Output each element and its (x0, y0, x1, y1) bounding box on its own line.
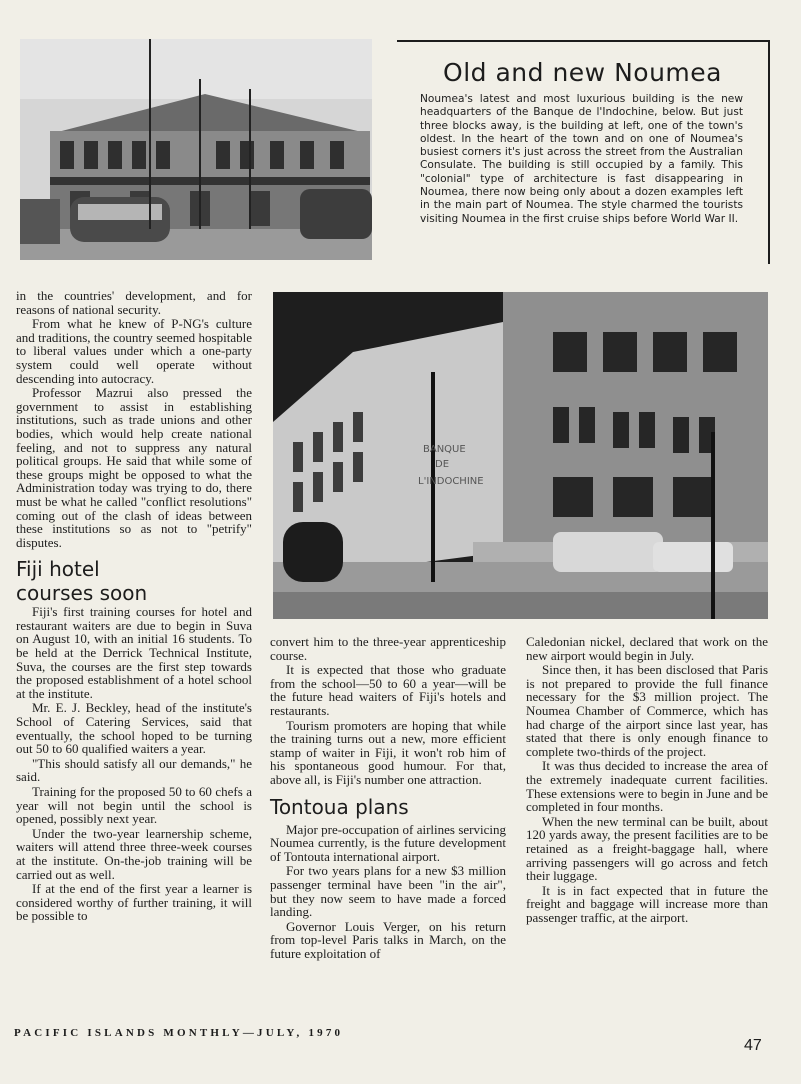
middle-p3: Tourism promoters are hoping that while the training turns out a new, more efficient stamp of waiter in Fiji, it won't rob him of his spontaneous good humour. For that, above all, is Fiji's number one attraction. (270, 717, 506, 787)
caption-title: Old and new Noumea (443, 58, 722, 87)
left-p3: Professor Mazrui also pressed the government to assist in establishing institutions, such as trade unions and other bodies, which would help create national feeling, and not to suppress any natural political groups. He said that while some of these groups might be opposed to what the Administration today was trying to do, there must be what he called "conflict resolutions" coming out of the clash of ideas between these institutions so as not to "petrify" disputes. (16, 385, 252, 550)
tontoua-headline: Tontoua plans (270, 794, 409, 819)
middle-p4: Major pre-occupation of airlines servicing Noumea currently, is the future development of Tontouta international airport. (270, 821, 506, 864)
middle-p2: It is expected that those who graduate from the school—50 to 60 a year—will be the future head waiters of Fiji's hotels and restaurants. (270, 662, 506, 718)
middle-p1: convert him to the three-year apprenticeship course. (270, 634, 506, 663)
fiji-headline-line2: courses soon (16, 581, 148, 606)
page-footer: PACIFIC ISLANDS MONTHLY—JULY, 1970 (14, 1027, 344, 1039)
right-p1: Caledonian nickel, declared that work on the new airport would begin in July. (526, 634, 768, 663)
old-building-photo (20, 39, 372, 260)
right-p4: When the new terminal can be built, about 120 yards away, the present facilities are to be retained as a freight-baggage hall, where arriving passengers will go across and fetch their luggage. (526, 813, 768, 884)
left-p9: If at the end of the first year a learner is considered worthy of further training, it will be possible to (16, 881, 252, 924)
left-p4: Fiji's first training courses for hotel and restaurant waiters are due to begin in Suva on August 10, with an initial 16 students. To be held at the Derrick Technical Institute, Suva, the courses are the first step towards the proposed establishment of a hotel school at the institute. (16, 604, 252, 701)
bank-building-photo (273, 292, 768, 619)
left-p8: Under the two-year learnership scheme, waiters will attend three three-week courses at the institute. On-the-job training will be carried out as well. (16, 825, 252, 882)
right-p3: It was thus decided to increase the area of the extremely inadequate current facilities. These extensions were to begin in June and be completed in four months. (526, 758, 768, 815)
middle-p5: For two years plans for a new $3 million passenger terminal have been "in the air", but they now seem to have made a forced landing. (270, 863, 506, 920)
middle-p6: Governor Louis Verger, on his return from top-level Paris talks in March, on the future exploitation of (270, 918, 506, 961)
bank-sign-text: BANQUE (423, 444, 466, 455)
left-p1: in the countries' development, and for reasons of national security. (16, 288, 252, 317)
right-p2: Since then, it has been disclosed that Paris is not prepared to provide the full finance necessary for the $3 million project. The Noumea Chamber of Commerce, which has had charge of the airport since last year, has stated that there is only enough finance to complete two-thirds of the project. (526, 662, 768, 759)
left-p7: Training for the proposed 50 to 60 chefs a year will not begin until the school is opened, possibly next year. (16, 784, 252, 827)
svg-text:DE: DE (435, 459, 450, 470)
right-column (526, 635, 768, 924)
svg-text:L'INDOCHINE: L'INDOCHINE (418, 476, 484, 487)
fiji-headline-line1: Fiji hotel (16, 557, 100, 582)
left-p5: Mr. E. J. Beckley, head of the institute's School of Catering Services, said that eventually, the school hoped to be turning out 50 to 60 qualified waiters a year. (16, 700, 252, 757)
right-p5: It is in fact expected that in future the freight and baggage will increase more than passenger traffic, at the airport. (526, 882, 768, 925)
left-p6: "This should satisfy all our demands," he said. (16, 755, 252, 785)
middle-column (270, 635, 506, 960)
left-p2: From what he knew of P-NG's culture and traditions, the country seemed hospitable to liberal values under which a one-party system could well operate without descending into autocracy. (16, 316, 252, 386)
caption-text: Noumea's latest and most luxurious building is the new headquarters of the Banque de l'Indochine, below. But just three blocks away, is the building at left, one of the town's oldest. In the heart of the town and on one of Noumea's busiest corners it's just across the street from the Australian Consulate. The building is still occupied by a family. This "colonial" type of architecture is fast disappearing in Noumea, there now being only about a dozen examples left in the main part of Noumea. The style charmed the tourists visiting Noumea in the first cruise ships before World War II. (420, 93, 743, 225)
left-column (16, 289, 252, 923)
page-number: 47 (744, 1037, 762, 1054)
